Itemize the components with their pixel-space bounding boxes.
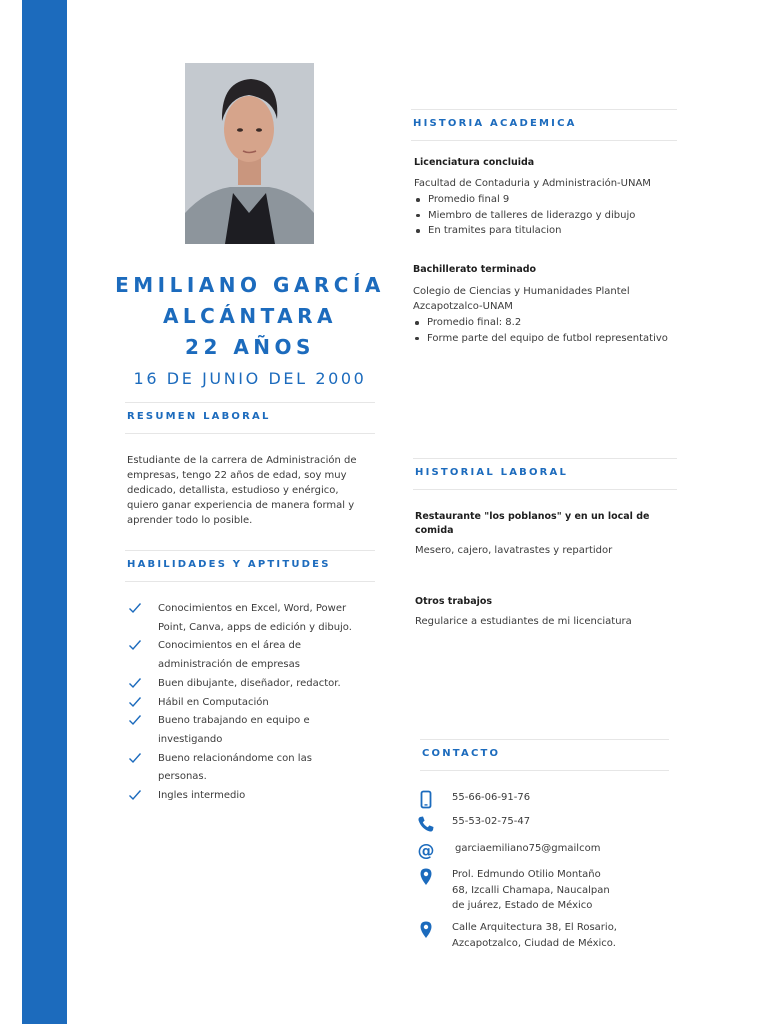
- contact-text: [452, 920, 672, 951]
- academic-entry-bachillerato: [413, 263, 683, 346]
- contacto-heading-text: CONTACTO: [422, 748, 501, 759]
- skill-text: personas.: [158, 771, 207, 783]
- bullet-item: En tramites para titulacion: [414, 223, 684, 239]
- bullet-item: Promedio final: 8.2: [413, 315, 683, 331]
- resumen-laboral-heading: [125, 402, 375, 434]
- check-icon: [128, 713, 142, 727]
- skill-item: [126, 750, 376, 787]
- contact-text[interactable]: [452, 814, 672, 830]
- mobile-phone-icon: [416, 790, 436, 810]
- name-line-1: EMILIANO GARCÍA: [115, 273, 385, 297]
- historia-academica-heading: [411, 109, 677, 141]
- skill-text: Buen dibujante, diseñador, redactor.: [158, 677, 341, 689]
- contact-line: de juárez, Estado de México: [452, 900, 593, 911]
- profile-photo: [185, 63, 314, 244]
- work-entry-restaurante: [415, 510, 685, 558]
- contact-line: Prol. Edmundo Otilio Montaño: [452, 869, 601, 880]
- contact-text[interactable]: [452, 790, 672, 806]
- skill-item: [126, 694, 376, 713]
- entry-subtitle: [413, 284, 683, 314]
- historial-laboral-heading: [413, 458, 677, 490]
- birthdate: 16 DE JUNIO DEL 2000: [133, 369, 367, 388]
- skill-text: Bueno relacionándome con las: [158, 752, 312, 764]
- entry-subtitle: Mesero, cajero, lavatrastes y repartidor: [415, 545, 613, 556]
- resumen-line: empresas, tengo 22 años de edad, soy muy: [127, 470, 347, 481]
- resumen-line: dedicado, detallista, estudioso y enérgico,: [127, 485, 339, 496]
- entry-title-line: comida: [415, 525, 454, 536]
- resumen-laboral-heading-text: RESUMEN LABORAL: [127, 411, 271, 422]
- resumen-line: Estudiante de la carrera de Administración de: [127, 455, 357, 466]
- contacto-heading: [420, 739, 669, 771]
- entry-title: Bachillerato terminado: [413, 264, 537, 275]
- bullet-item: Miembro de talleres de liderazgo y dibujo: [414, 208, 684, 224]
- skill-item: [126, 712, 376, 749]
- resumen-line: quiero ganar experiencia de manera formal y: [127, 500, 355, 511]
- bullet-item: Promedio final 9: [414, 192, 684, 208]
- contact-line: Calle Arquitectura 38, El Rosario,: [452, 922, 617, 933]
- skill-text: investigando: [158, 733, 223, 745]
- entry-bullets: [413, 315, 683, 346]
- name-block: [110, 270, 390, 390]
- check-icon: [128, 788, 142, 802]
- skill-text: Hábil en Computación: [158, 696, 269, 708]
- entry-subtitle-line: Azcapotzalco-UNAM: [413, 301, 513, 312]
- skill-text: Conocimientos en el área de: [158, 640, 302, 652]
- contact-line: 55-53-02-75-47: [452, 816, 531, 827]
- entry-title-line: Restaurante "los poblanos" y en un local de: [415, 511, 650, 522]
- habilidades-heading-text: HABILIDADES Y APTITUDES: [127, 559, 331, 570]
- check-icon: [128, 695, 142, 709]
- entry-title: Licenciatura concluida: [414, 157, 535, 168]
- entry-title: Otros trabajos: [415, 596, 493, 607]
- contact-text: [452, 867, 672, 914]
- contact-line: 55-66-06-91-76: [452, 792, 531, 803]
- academic-entry-licenciatura: [414, 156, 684, 239]
- phone-icon: [416, 814, 436, 834]
- skill-text: administración de empresas: [158, 659, 300, 671]
- skill-text: Conocimientos en Excel, Word, Power: [158, 603, 347, 614]
- entry-subtitle-line: Colegio de Ciencias y Humanidades Plantel: [413, 286, 630, 297]
- resumen-laboral-text: [127, 453, 377, 528]
- check-icon: [128, 638, 142, 652]
- contact-line: garciaemiliano75@gmailcom: [455, 843, 601, 854]
- skill-item: [126, 637, 376, 674]
- entry-subtitle: Regularice a estudiantes de mi licenciatura: [415, 616, 632, 627]
- historial-laboral-heading-text: HISTORIAL LABORAL: [415, 467, 569, 478]
- skill-item: [126, 675, 376, 694]
- age-line: 22 AÑOS: [185, 335, 315, 359]
- contact-line: 68, Izcalli Chamapa, Naucalpan: [452, 884, 610, 896]
- skill-text: Ingles intermedio: [158, 790, 246, 802]
- bullet-item: Forme parte del equipo de futbol representativo: [413, 331, 683, 347]
- contact-text[interactable]: [455, 841, 675, 857]
- work-entry-otros: [415, 595, 685, 629]
- blue-side-bar: [22, 0, 67, 1024]
- location-pin-icon: [416, 867, 436, 887]
- contact-line: Azcapotzalco, Ciudad de México.: [452, 937, 616, 949]
- location-pin-icon: [416, 920, 436, 940]
- name-line-2: ALCÁNTARA: [162, 304, 338, 328]
- skills-list: [126, 600, 376, 806]
- skill-item: [126, 787, 376, 806]
- check-icon: [128, 601, 142, 615]
- check-icon: [128, 751, 142, 765]
- skill-text: Bueno trabajando en equipo e: [158, 715, 310, 727]
- resumen-line: aprender todo lo posible.: [127, 515, 253, 526]
- habilidades-heading: [125, 550, 375, 582]
- entry-bullets: [414, 192, 684, 239]
- skill-item: [126, 600, 376, 637]
- at-sign-icon: @: [417, 841, 435, 861]
- entry-subtitle: Facultad de Contaduria y Administración-UNAM: [414, 178, 651, 189]
- check-icon: [128, 676, 142, 690]
- historia-academica-heading-text: HISTORIA ACADEMICA: [413, 118, 577, 129]
- profile-photo-image: [185, 63, 314, 244]
- skill-text: Point, Canva, apps de edición y dibujo.: [158, 621, 352, 633]
